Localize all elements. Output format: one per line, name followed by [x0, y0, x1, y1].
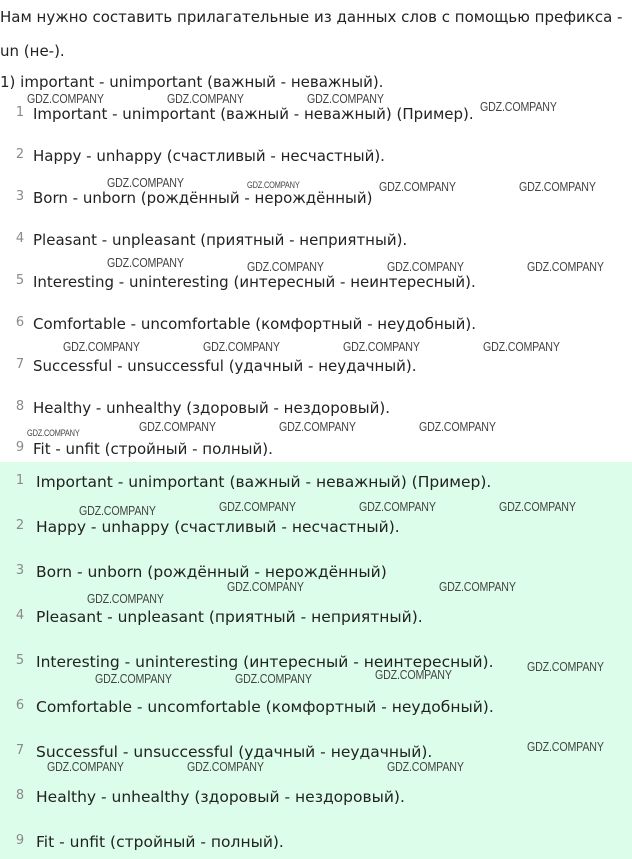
list-item-text: Fit - unfit (стройный - полный). — [33, 440, 273, 458]
watermark: GDZ.COMPANY — [167, 91, 244, 106]
watermark: GDZ.COMPANY — [247, 180, 300, 190]
list-item-text: Successful - unsuccessful (удачный - неудачный). — [36, 743, 433, 761]
line-number: 8 — [15, 399, 25, 414]
watermark: GDZ.COMPANY — [387, 759, 464, 774]
watermark: GDZ.COMPANY — [307, 91, 384, 106]
watermark: GDZ.COMPANY — [375, 667, 452, 682]
watermark: GDZ.COMPANY — [27, 428, 80, 438]
watermark: GDZ.COMPANY — [379, 179, 456, 194]
watermark: GDZ.COMPANY — [79, 503, 156, 518]
intro-line-1: Нам нужно составить прилагательные из данных слов с помощью префикса - — [0, 8, 623, 26]
watermark: GDZ.COMPANY — [527, 739, 604, 754]
watermark: GDZ.COMPANY — [480, 99, 557, 114]
line-number: 1 — [15, 473, 25, 488]
watermark: GDZ.COMPANY — [63, 339, 140, 354]
watermark: GDZ.COMPANY — [247, 259, 324, 274]
line-number: 9 — [15, 833, 25, 848]
watermark: GDZ.COMPANY — [203, 339, 280, 354]
line-number: 3 — [15, 189, 25, 204]
line-number: 2 — [15, 147, 25, 162]
watermark: GDZ.COMPANY — [279, 419, 356, 434]
watermark: GDZ.COMPANY — [527, 259, 604, 274]
line-number: 6 — [15, 698, 25, 713]
watermark: GDZ.COMPANY — [439, 579, 516, 594]
intro-example: 1) important - unimportant (важный - неважный). — [0, 73, 384, 91]
watermark: GDZ.COMPANY — [139, 419, 216, 434]
line-number: 6 — [15, 315, 25, 330]
watermark: GDZ.COMPANY — [47, 759, 124, 774]
list-item-text: Comfortable - uncomfortable (комфортный - неудобный). — [33, 315, 477, 333]
list-item-text: Pleasant - unpleasant (приятный - неприятный). — [33, 231, 408, 249]
watermark: GDZ.COMPANY — [527, 659, 604, 674]
watermark: GDZ.COMPANY — [219, 499, 296, 514]
watermark: GDZ.COMPANY — [499, 499, 576, 514]
list-item-text: Born - unborn (рождённый - нерождённый) — [36, 563, 387, 581]
line-number: 7 — [15, 743, 25, 758]
list-item-text: Pleasant - unpleasant (приятный - неприятный). — [36, 608, 423, 626]
list-item-text: Happy - unhappy (счастливый - несчастный). — [36, 518, 400, 536]
watermark: GDZ.COMPANY — [359, 499, 436, 514]
line-number: 4 — [15, 231, 25, 246]
watermark: GDZ.COMPANY — [519, 179, 596, 194]
list-item-text: Comfortable - uncomfortable (комфортный - неудобный). — [36, 698, 494, 716]
list-item-text: Successful - unsuccessful (удачный - неудачный). — [33, 357, 417, 375]
list-item-text: Fit - unfit (стройный - полный). — [36, 833, 284, 851]
line-number: 8 — [15, 788, 25, 803]
list-item-text: Healthy - unhealthy (здоровый - нездоровый). — [36, 788, 405, 806]
watermark: GDZ.COMPANY — [87, 591, 164, 606]
watermark: GDZ.COMPANY — [107, 175, 184, 190]
list-item-text: Important - unimportant (важный - неважный) (Пример). — [33, 105, 474, 123]
list-item-text: Important - unimportant (важный - неважный) (Пример). — [36, 473, 492, 491]
line-number: 3 — [15, 563, 25, 578]
watermark: GDZ.COMPANY — [235, 671, 312, 686]
list-item-text: Happy - unhappy (счастливый - несчастный). — [33, 147, 385, 165]
watermark: GDZ.COMPANY — [27, 91, 104, 106]
line-number: 5 — [15, 653, 25, 668]
list-item-text: Healthy - unhealthy (здоровый - нездоровый). — [33, 399, 390, 417]
line-number: 9 — [15, 440, 25, 455]
line-number: 2 — [15, 518, 25, 533]
intro-line-2: un (не-). — [0, 42, 65, 60]
watermark: GDZ.COMPANY — [343, 339, 420, 354]
line-number: 7 — [15, 357, 25, 372]
line-number: 5 — [15, 273, 25, 288]
watermark: GDZ.COMPANY — [483, 339, 560, 354]
list-item-text: Interesting - uninteresting (интересный - неинтересный). — [33, 273, 476, 291]
watermark: GDZ.COMPANY — [95, 671, 172, 686]
line-number: 1 — [15, 105, 25, 120]
watermark: GDZ.COMPANY — [187, 759, 264, 774]
list-item-text: Born - unborn (рождённый - нерождённый) — [33, 189, 373, 207]
watermark: GDZ.COMPANY — [227, 579, 304, 594]
watermark: GDZ.COMPANY — [387, 259, 464, 274]
list-item-text: Interesting - uninteresting (интересный - неинтересный). — [36, 653, 494, 671]
watermark: GDZ.COMPANY — [419, 419, 496, 434]
watermark: GDZ.COMPANY — [107, 255, 184, 270]
line-number: 4 — [15, 608, 25, 623]
